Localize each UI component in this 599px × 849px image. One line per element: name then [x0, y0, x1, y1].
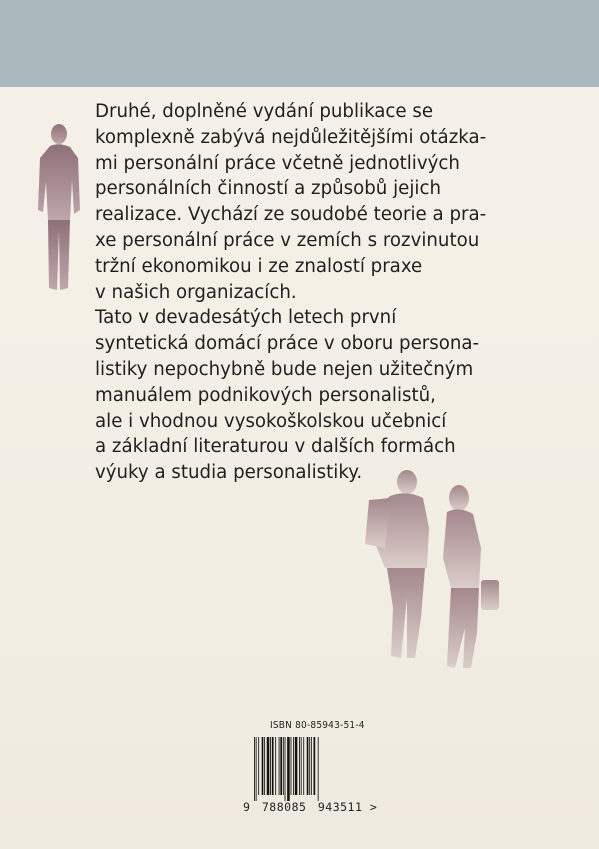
barcode-bar: [267, 737, 270, 795]
blurb-line: realizace. Vychází ze soudobé teorie a pra-: [95, 204, 487, 226]
blurb-line: personálních činností a způsobů jejich: [95, 178, 441, 200]
blurb-line: tržní ekonomikou i ze znalostí praxe: [95, 255, 423, 277]
blurb-line: mi personální práce včetně jednotlivých: [95, 152, 460, 174]
barcode-bar: [258, 737, 259, 795]
barcode-bar: [280, 737, 282, 795]
top-color-band: [0, 0, 599, 87]
ean-prefix: 9: [243, 800, 251, 814]
blurb-line: ale i vhodnou vysokoškolskou učebnicí: [95, 410, 447, 432]
blurb-line: v našich organizacích.: [95, 281, 297, 303]
standing-man-silhouette: [30, 120, 92, 295]
barcode-bar: [254, 737, 255, 801]
barcode-bar: [303, 737, 304, 795]
ean-right-group: 943511: [317, 800, 363, 814]
ean-left-group: 788085: [261, 800, 307, 814]
barcode-bar: [295, 737, 298, 795]
barcode-bar: [264, 737, 265, 795]
barcode-bar: [311, 737, 312, 795]
walking-couple-silhouette: [355, 468, 505, 673]
barcode-bar: [272, 737, 274, 795]
barcode-bars: [254, 737, 354, 801]
barcode-bar: [275, 737, 276, 795]
barcode-bar: [262, 737, 264, 795]
barcode-bar: [285, 737, 286, 801]
isbn-label: ISBN 80-85943-51-4: [270, 720, 365, 731]
isbn-barcode: [243, 720, 378, 825]
blurb-line: manuálem podnikových personalistů,: [95, 384, 436, 406]
barcode-bar: [299, 737, 300, 795]
barcode-bar: [318, 737, 319, 801]
blurb-line: komplexně zabývá nejdůležitějšími otázka-: [95, 126, 487, 148]
barcode-bar: [301, 737, 302, 795]
barcode-bar: [307, 737, 309, 795]
barcode-bar: [314, 737, 316, 795]
blurb-text: [95, 99, 525, 486]
barcode-bar: [279, 737, 280, 795]
blurb-line: a základní literaturou v dalších formách: [95, 436, 456, 458]
barcode-bar: [283, 737, 284, 795]
barcode-bar: [256, 737, 257, 801]
blurb-line: xe personální práce v zemích s rozvinutou: [95, 229, 480, 251]
blurb-line: listiky nepochybně bude nejen užitečným: [95, 358, 474, 380]
barcode-bar: [270, 737, 271, 795]
barcode-bar: [309, 737, 310, 795]
blurb-line: výuky a studia personalistiky.: [95, 462, 363, 484]
barcode-bar: [293, 737, 294, 795]
blurb-line: Tato v devadesátých letech první: [95, 307, 397, 329]
blurb-line: Druhé, doplněné vydání publikace se: [95, 101, 434, 122]
ean-quiet-zone-mark: >: [369, 800, 378, 814]
ean-digits: [243, 800, 378, 814]
blurb-line: syntetická domácí práce v oboru persona-: [95, 333, 480, 355]
barcode-bar: [291, 737, 292, 795]
barcode-bar: [287, 737, 290, 801]
